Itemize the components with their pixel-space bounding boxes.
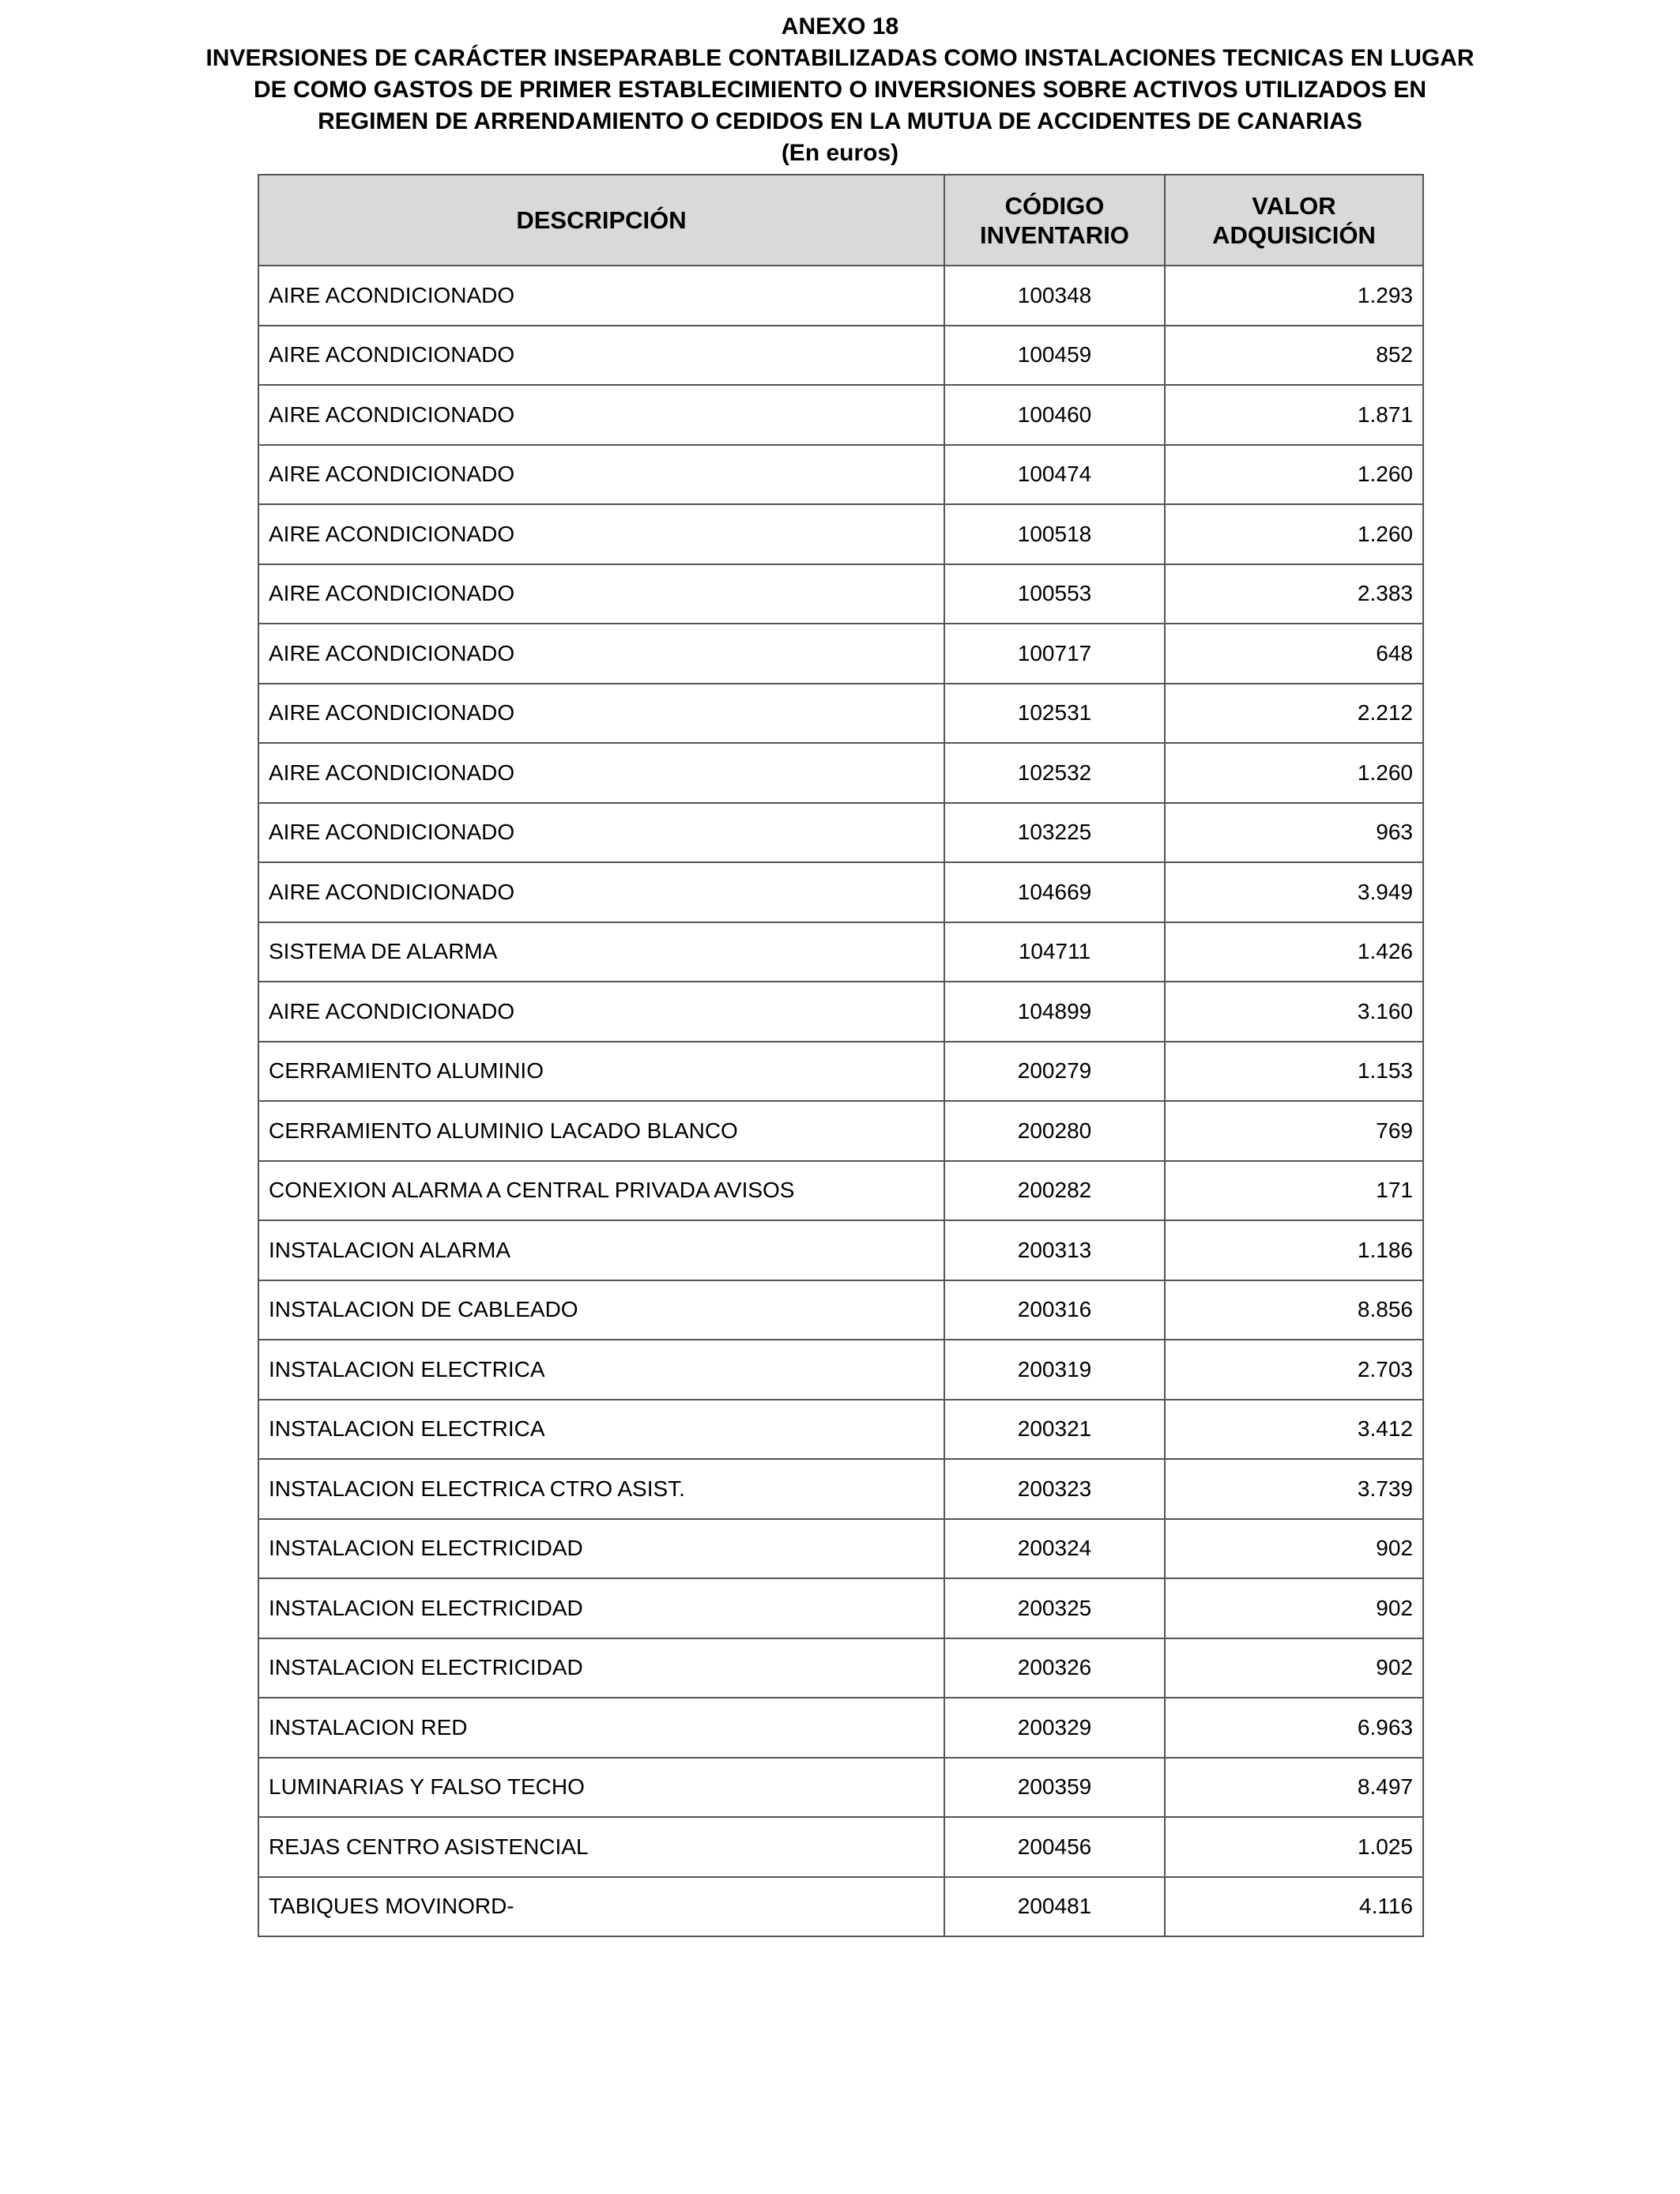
table-row xyxy=(258,266,1423,326)
cell-description: AIRE ACONDICIONADO xyxy=(258,266,944,326)
cell-inventory-code: 100553 xyxy=(944,564,1165,624)
table-row xyxy=(258,1340,1423,1400)
table-row xyxy=(258,624,1423,684)
cell-description: AIRE ACONDICIONADO xyxy=(258,743,944,803)
table-row xyxy=(258,326,1423,386)
cell-description: INSTALACION ELECTRICIDAD xyxy=(258,1638,944,1698)
annex-subtitle-line-1: INVERSIONES DE CARÁCTER INSEPARABLE CONTABILIZADAS COMO INSTALACIONES TECNICAS EN LUGAR xyxy=(205,45,1475,71)
cell-inventory-code: 200279 xyxy=(944,1042,1165,1102)
cell-description: AIRE ACONDICIONADO xyxy=(258,445,944,505)
cell-inventory-code: 200359 xyxy=(944,1758,1165,1818)
table-header-row xyxy=(258,175,1423,266)
cell-inventory-code: 102532 xyxy=(944,743,1165,803)
cell-description: REJAS CENTRO ASISTENCIAL xyxy=(258,1817,944,1877)
table-row xyxy=(258,1578,1423,1638)
table-row xyxy=(258,1758,1423,1818)
table-body xyxy=(258,266,1423,1936)
table-header xyxy=(258,175,1423,266)
cell-inventory-code: 200319 xyxy=(944,1340,1165,1400)
cell-inventory-code: 200326 xyxy=(944,1638,1165,1698)
cell-acquisition-value: 3.412 xyxy=(1165,1400,1423,1460)
cell-description: AIRE ACONDICIONADO xyxy=(258,684,944,744)
cell-acquisition-value: 1.153 xyxy=(1165,1042,1423,1102)
cell-description: AIRE ACONDICIONADO xyxy=(258,862,944,922)
cell-inventory-code: 200481 xyxy=(944,1877,1165,1937)
cell-description: AIRE ACONDICIONADO xyxy=(258,624,944,684)
cell-inventory-code: 104899 xyxy=(944,982,1165,1042)
cell-inventory-code: 100518 xyxy=(944,504,1165,564)
cell-description: AIRE ACONDICIONADO xyxy=(258,982,944,1042)
cell-acquisition-value: 1.426 xyxy=(1165,922,1423,982)
cell-inventory-code: 200282 xyxy=(944,1161,1165,1221)
cell-inventory-code: 200313 xyxy=(944,1220,1165,1280)
cell-acquisition-value: 6.963 xyxy=(1165,1698,1423,1758)
table-row xyxy=(258,1459,1423,1519)
table-row xyxy=(258,1042,1423,1102)
cell-inventory-code: 100459 xyxy=(944,326,1165,386)
table-row xyxy=(258,564,1423,624)
cell-description: INSTALACION ELECTRICA CTRO ASIST. xyxy=(258,1459,944,1519)
cell-description: INSTALACION ALARMA xyxy=(258,1220,944,1280)
cell-description: AIRE ACONDICIONADO xyxy=(258,803,944,863)
cell-acquisition-value: 3.949 xyxy=(1165,862,1423,922)
cell-acquisition-value: 1.186 xyxy=(1165,1220,1423,1280)
cell-description: CERRAMIENTO ALUMINIO xyxy=(258,1042,944,1102)
cell-acquisition-value: 1.293 xyxy=(1165,266,1423,326)
cell-inventory-code: 100348 xyxy=(944,266,1165,326)
cell-description: INSTALACION ELECTRICA xyxy=(258,1340,944,1400)
cell-acquisition-value: 2.212 xyxy=(1165,684,1423,744)
table-row xyxy=(258,922,1423,982)
table-row xyxy=(258,1280,1423,1340)
cell-acquisition-value: 2.383 xyxy=(1165,564,1423,624)
cell-acquisition-value: 902 xyxy=(1165,1519,1423,1579)
table-row xyxy=(258,862,1423,922)
table-row xyxy=(258,445,1423,505)
table-row xyxy=(258,743,1423,803)
cell-inventory-code: 200280 xyxy=(944,1101,1165,1161)
table-row xyxy=(258,1161,1423,1221)
table-row xyxy=(258,1220,1423,1280)
cell-acquisition-value: 3.160 xyxy=(1165,982,1423,1042)
table-row xyxy=(258,982,1423,1042)
cell-description: INSTALACION ELECTRICIDAD xyxy=(258,1578,944,1638)
cell-acquisition-value: 1.025 xyxy=(1165,1817,1423,1877)
cell-description: AIRE ACONDICIONADO xyxy=(258,326,944,386)
table-row xyxy=(258,684,1423,744)
cell-inventory-code: 200324 xyxy=(944,1519,1165,1579)
cell-acquisition-value: 648 xyxy=(1165,624,1423,684)
cell-inventory-code: 104711 xyxy=(944,922,1165,982)
cell-description: INSTALACION DE CABLEADO xyxy=(258,1280,944,1340)
cell-description: INSTALACION ELECTRICA xyxy=(258,1400,944,1460)
column-header-description: DESCRIPCIÓN xyxy=(258,175,944,266)
cell-acquisition-value: 8.497 xyxy=(1165,1758,1423,1818)
cell-inventory-code: 102531 xyxy=(944,684,1165,744)
table-row xyxy=(258,1638,1423,1698)
cell-inventory-code: 100460 xyxy=(944,385,1165,445)
cell-description: TABIQUES MOVINORD- xyxy=(258,1877,944,1937)
cell-inventory-code: 200325 xyxy=(944,1578,1165,1638)
cell-inventory-code: 100474 xyxy=(944,445,1165,505)
annex-subtitle-line-3: REGIMEN DE ARRENDAMIENTO O CEDIDOS EN LA MUTUA DE ACCIDENTES DE CANARIAS xyxy=(318,108,1362,134)
table-row xyxy=(258,1400,1423,1460)
cell-acquisition-value: 1.260 xyxy=(1165,504,1423,564)
investments-table xyxy=(258,174,1424,1937)
table-row xyxy=(258,803,1423,863)
cell-acquisition-value: 852 xyxy=(1165,326,1423,386)
table-row xyxy=(258,1817,1423,1877)
cell-description: AIRE ACONDICIONADO xyxy=(258,564,944,624)
cell-inventory-code: 200456 xyxy=(944,1817,1165,1877)
cell-inventory-code: 200329 xyxy=(944,1698,1165,1758)
cell-inventory-code: 200323 xyxy=(944,1459,1165,1519)
cell-inventory-code: 104669 xyxy=(944,862,1165,922)
annex-subtitle-line-2: DE COMO GASTOS DE PRIMER ESTABLECIMIENTO O INVERSIONES SOBRE ACTIVOS UTILIZADOS EN xyxy=(253,77,1427,103)
annex-title: ANEXO 18 xyxy=(781,13,899,40)
cell-acquisition-value: 2.703 xyxy=(1165,1340,1423,1400)
cell-description: CONEXION ALARMA A CENTRAL PRIVADA AVISOS xyxy=(258,1161,944,1221)
document-heading xyxy=(0,11,1680,169)
cell-inventory-code: 103225 xyxy=(944,803,1165,863)
cell-acquisition-value: 1.871 xyxy=(1165,385,1423,445)
column-header-acquisition-value: VALOR ADQUISICIÓN xyxy=(1165,175,1423,266)
cell-acquisition-value: 902 xyxy=(1165,1578,1423,1638)
table-row xyxy=(258,1519,1423,1579)
table-row xyxy=(258,385,1423,445)
cell-description: LUMINARIAS Y FALSO TECHO xyxy=(258,1758,944,1818)
cell-inventory-code: 200321 xyxy=(944,1400,1165,1460)
cell-description: INSTALACION RED xyxy=(258,1698,944,1758)
cell-inventory-code: 200316 xyxy=(944,1280,1165,1340)
cell-acquisition-value: 8.856 xyxy=(1165,1280,1423,1340)
table-row xyxy=(258,1877,1423,1937)
cell-acquisition-value: 902 xyxy=(1165,1638,1423,1698)
cell-description: AIRE ACONDICIONADO xyxy=(258,385,944,445)
cell-acquisition-value: 4.116 xyxy=(1165,1877,1423,1937)
cell-description: CERRAMIENTO ALUMINIO LACADO BLANCO xyxy=(258,1101,944,1161)
cell-description: INSTALACION ELECTRICIDAD xyxy=(258,1519,944,1579)
column-header-inventory-code: CÓDIGO INVENTARIO xyxy=(944,175,1165,266)
table-row xyxy=(258,504,1423,564)
currency-unit-note: (En euros) xyxy=(781,140,899,166)
cell-description: SISTEMA DE ALARMA xyxy=(258,922,944,982)
cell-acquisition-value: 769 xyxy=(1165,1101,1423,1161)
cell-acquisition-value: 963 xyxy=(1165,803,1423,863)
cell-acquisition-value: 171 xyxy=(1165,1161,1423,1221)
cell-description: AIRE ACONDICIONADO xyxy=(258,504,944,564)
cell-acquisition-value: 3.739 xyxy=(1165,1459,1423,1519)
table-row xyxy=(258,1101,1423,1161)
cell-acquisition-value: 1.260 xyxy=(1165,743,1423,803)
cell-acquisition-value: 1.260 xyxy=(1165,445,1423,505)
cell-inventory-code: 100717 xyxy=(944,624,1165,684)
table-row xyxy=(258,1698,1423,1758)
